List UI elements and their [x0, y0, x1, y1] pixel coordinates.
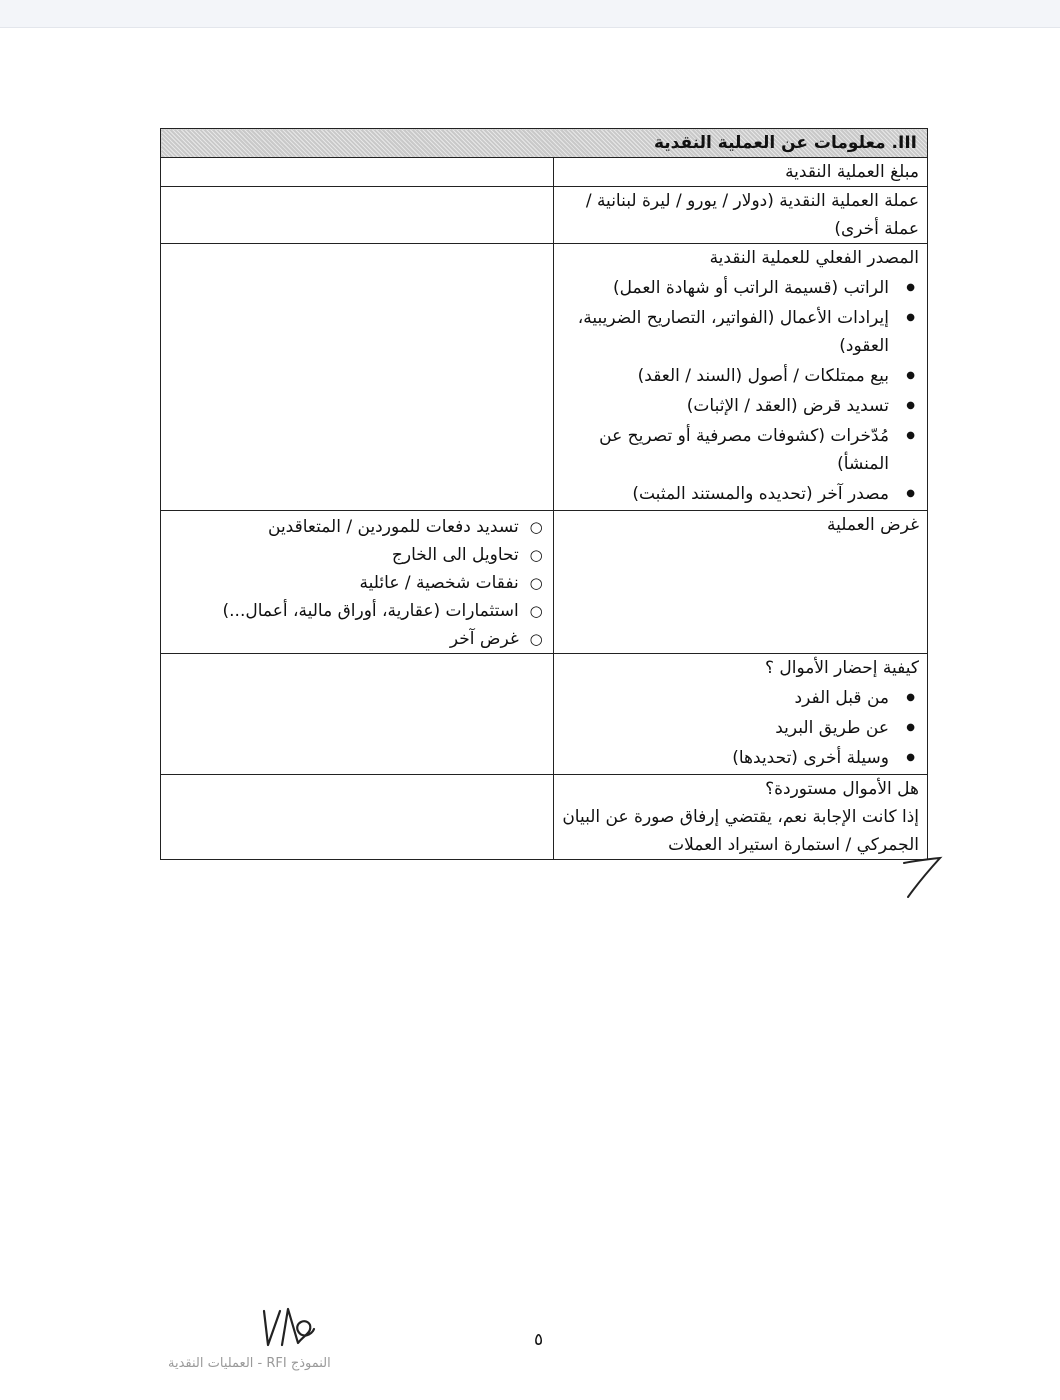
footer-text: النموذج RFI - العمليات النقدية — [168, 1356, 331, 1371]
amount-row — [161, 158, 928, 187]
list-item: ● الراتب (قسيمة الراتب أو شهادة العمل) — [562, 274, 889, 302]
delivery-row — [161, 654, 928, 775]
purpose-row — [161, 511, 928, 654]
delivery-value-field[interactable] — [161, 654, 554, 775]
cash-transaction-info-table — [160, 128, 928, 860]
imported-row — [161, 775, 928, 860]
section-header-row — [161, 129, 928, 158]
currency-label: عملة العملية النقدية (دولار / يورو / ليرة لبنانية / عملة أخرى) — [553, 187, 927, 244]
source-value-field[interactable] — [161, 244, 554, 511]
purpose-option[interactable]: ○ استثمارات (عقارية، أوراق مالية، أعمال...) — [169, 597, 519, 625]
purpose-options — [169, 513, 545, 653]
signature-initials — [258, 1305, 316, 1351]
list-item: ● تسديد قرض (العقد / الإثبات) — [562, 392, 889, 420]
section-title: III. معلومات عن العملية النقدية — [161, 129, 928, 158]
imported-question: هل الأموال مستوردة؟ — [765, 779, 919, 799]
purpose-option[interactable]: ○ نفقات شخصية / عائلية — [169, 569, 519, 597]
currency-row — [161, 187, 928, 244]
imported-note: إذا كانت الإجابة نعم، يقتضي إرفاق صورة عن البيان الجمركي / استمارة استيراد العملات — [562, 807, 919, 855]
viewer-top-bar — [0, 0, 1060, 28]
page-number: ٥ — [534, 1330, 544, 1350]
delivery-list — [562, 684, 919, 772]
list-item: ● مصدر آخر (تحديده والمستند المثبت) — [562, 480, 889, 508]
amount-label: مبلغ العملية النقدية — [553, 158, 927, 187]
list-item: ● وسيلة أخرى (تحديدها) — [562, 744, 889, 772]
source-cell — [553, 244, 927, 511]
handwritten-mark — [900, 855, 944, 901]
imported-cell — [553, 775, 927, 860]
source-row — [161, 244, 928, 511]
list-item: ● من قبل الفرد — [562, 684, 889, 712]
list-item: ● مُدّخرات (كشوفات مصرفية أو تصريح عن المنشأ) — [562, 422, 889, 478]
delivery-cell — [553, 654, 927, 775]
purpose-option[interactable]: ○ تحاويل الى الخارج — [169, 541, 519, 569]
list-item: ● إيرادات الأعمال (الفواتير، التصاريح الضريبية، العقود) — [562, 304, 889, 360]
purpose-label: غرض العملية — [553, 511, 927, 654]
currency-value-field[interactable] — [161, 187, 554, 244]
delivery-label: كيفية إحضار الأموال ؟ — [764, 658, 919, 678]
imported-value-field[interactable] — [161, 775, 554, 860]
source-label: المصدر الفعلي للعملية النقدية — [709, 248, 919, 268]
source-list — [562, 274, 919, 508]
list-item: ● بيع ممتلكات / أصول (السند / العقد) — [562, 362, 889, 390]
amount-value-field[interactable] — [161, 158, 554, 187]
list-item: ● عن طريق البريد — [562, 714, 889, 742]
purpose-options-cell — [161, 511, 554, 654]
purpose-option[interactable]: ○ تسديد دفعات للموردين / المتعاقدين — [169, 513, 519, 541]
purpose-option[interactable]: ○ غرض آخر — [169, 625, 519, 653]
